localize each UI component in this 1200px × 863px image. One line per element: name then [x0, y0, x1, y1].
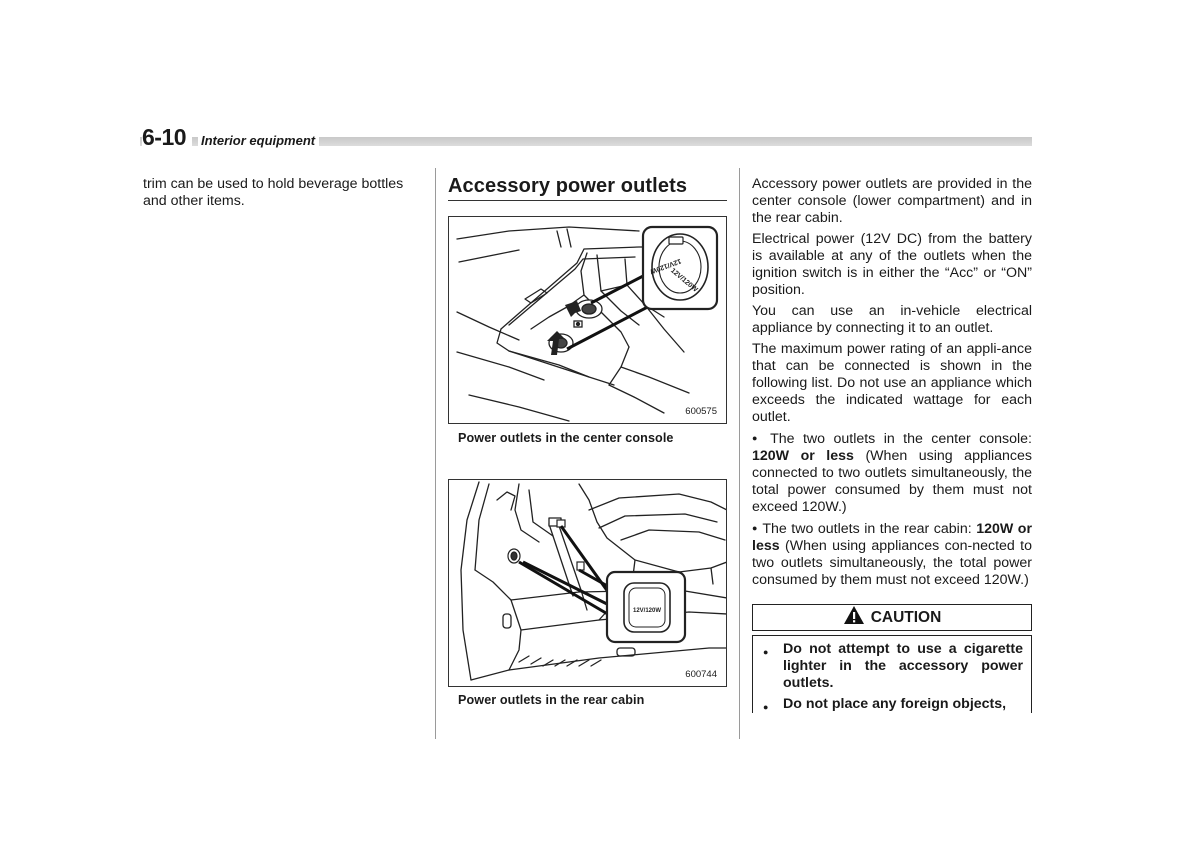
- paragraph-4: The maximum power rating of an appli-ance that can be connected is shown in the following list. Do not use an appliance which exceeds the indicated wattage for each outlet.: [752, 341, 1032, 425]
- outlet-label: 12V/120W: [632, 608, 662, 614]
- bullet-intro: The two outlets in the rear cabin:: [762, 521, 972, 537]
- caution-body: [752, 635, 1032, 713]
- rear-cabin-illustration: [449, 480, 727, 687]
- section-title: Accessory power outlets: [448, 175, 688, 197]
- bullet-note: (When using appliances con-nected to two outlets simultaneously, the total power consumed by them must not exceed 120W.): [752, 538, 1032, 588]
- bullet: ●: [752, 433, 762, 443]
- warning-triangle-icon: [843, 605, 865, 630]
- caution-item: [753, 641, 1031, 692]
- bullet: ●: [752, 523, 759, 533]
- bullet: ●: [763, 647, 769, 657]
- column-divider-1: [435, 168, 436, 739]
- figure-id: 600575: [685, 406, 717, 417]
- column-divider-2: [739, 168, 740, 739]
- figure-caption-2: Power outlets in the rear cabin: [458, 693, 645, 707]
- page-number: 6-10: [142, 124, 192, 151]
- bullet-note: (When using appliances connected to two outlets simultaneously, the total power consumed by them must not exceed 120W.): [752, 448, 1033, 515]
- bullet-rating: 120W or less: [752, 448, 854, 464]
- column-3-text: [752, 176, 1032, 593]
- outlet-label-top: 12V/120W: [648, 256, 683, 275]
- figure-center-console: [448, 216, 727, 424]
- list-item-center-console: [752, 430, 1032, 516]
- caution-label: CAUTION: [870, 608, 942, 626]
- caution-header: [752, 604, 1032, 631]
- paragraph-2: Electrical power (12V DC) from the battery is available at any of the outlets when the ignition switch is in either the “Acc” or “ON” position.: [752, 231, 1032, 298]
- bullet-intro: The two outlets in the center console:: [770, 431, 1033, 447]
- bullet-rating: 120W or less: [752, 521, 1032, 554]
- caution-text: Do not place any foreign objects,: [783, 696, 1007, 712]
- center-console-illustration: [449, 217, 727, 424]
- list-item-rear-cabin: [752, 520, 1032, 589]
- figure-rear-cabin: [448, 479, 727, 687]
- figure-caption-1: Power outlets in the center console: [458, 431, 674, 445]
- section-name: Interior equipment: [198, 133, 319, 148]
- paragraph-3: You can use an in-vehicle electrical appliance by connecting it to an outlet.: [752, 303, 1032, 336]
- caution-text: Do not attempt to use a cigarette lighter in the accessory power outlets.: [783, 641, 1023, 691]
- figure-id: 600744: [685, 669, 717, 680]
- bullet: ●: [763, 702, 769, 712]
- title-underline: [448, 200, 727, 201]
- outlet-label-bottom: 12V/120W: [669, 267, 699, 294]
- column-1-text: trim can be used to hold beverage bottles and other items.: [143, 176, 404, 209]
- paragraph-1: Accessory power outlets are provided in the center console (lower compartment) and in the rear cabin.: [752, 176, 1032, 226]
- caution-item: [753, 696, 1031, 713]
